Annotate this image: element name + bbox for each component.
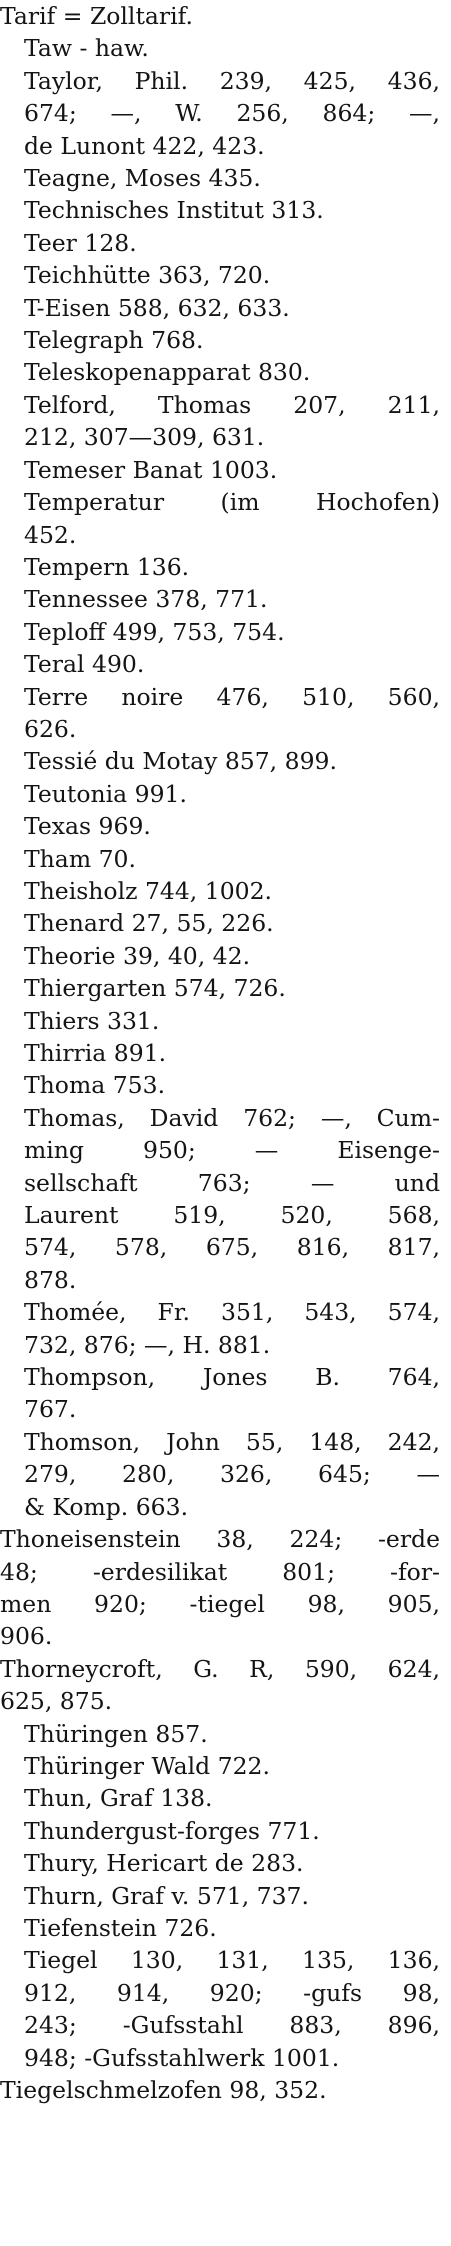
index-entry bbox=[0, 1653, 440, 1718]
index-entry bbox=[0, 583, 440, 615]
index-entry bbox=[0, 810, 440, 842]
entry-headline: Tiegelschmelzofen 98, 352. bbox=[0, 2076, 327, 2104]
index-entry bbox=[0, 1102, 440, 1296]
entry-continuation: 279, 280, 326, 645; — bbox=[24, 1460, 440, 1489]
entry-headline: T-Eisen 588, 632, 633. bbox=[24, 293, 290, 322]
entry-headline: Thenard 27, 55, 226. bbox=[24, 909, 274, 938]
entry-continuation: 948; -Gufsstahlwerk 1001. bbox=[24, 2043, 340, 2072]
entry-headline: Tessié du Motay 857, 899. bbox=[24, 747, 337, 776]
index-entry bbox=[0, 972, 440, 1004]
index-entry bbox=[0, 1426, 440, 1523]
entry-headline: Thorneycroft, G. R, 590, 624, bbox=[0, 1654, 440, 1683]
entry-headline: Thüringer Wald 722. bbox=[24, 1751, 270, 1780]
entry-continuation: 732, 876; —, H. 881. bbox=[24, 1330, 271, 1359]
entry-continuation: 452. bbox=[24, 520, 77, 549]
entry-continuation: ming 950; — Eisenge- bbox=[24, 1136, 440, 1165]
index-entry bbox=[0, 1296, 440, 1361]
index-entry bbox=[0, 356, 440, 388]
index-entry bbox=[0, 162, 440, 194]
entry-headline: Thundergust-forges 771. bbox=[24, 1816, 320, 1845]
index-entry bbox=[0, 324, 440, 356]
index-entry bbox=[0, 1815, 440, 1847]
index-entry bbox=[0, 648, 440, 680]
entry-headline: Thury, Hericart de 283. bbox=[24, 1849, 304, 1878]
entry-headline: Teagne, Moses 435. bbox=[24, 164, 261, 193]
index-entry bbox=[0, 194, 440, 226]
entry-continuation: 625, 875. bbox=[0, 1687, 113, 1716]
entry-headline: Tempern 136. bbox=[24, 552, 190, 581]
entry-headline: Telegraph 768. bbox=[24, 326, 204, 355]
entry-continuation: 48; -erdesilikat 801; -for- bbox=[0, 1557, 440, 1586]
index-entry bbox=[0, 1944, 440, 2074]
entry-headline: Thüringen 857. bbox=[24, 1719, 208, 1748]
index-entry bbox=[0, 1782, 440, 1814]
index-entry bbox=[0, 32, 440, 64]
entry-headline: Taw - haw. bbox=[24, 34, 149, 63]
index-entry bbox=[0, 1847, 440, 1879]
index-entry bbox=[0, 745, 440, 777]
entry-headline: Thiers 331. bbox=[24, 1006, 160, 1035]
index-entry bbox=[0, 681, 440, 746]
entry-headline: Teleskopenapparat 830. bbox=[24, 358, 311, 387]
entry-headline: Thoneisenstein 38, 224; -erde bbox=[0, 1525, 440, 1554]
index-entry bbox=[0, 551, 440, 583]
entry-headline: Teichhütte 363, 720. bbox=[24, 261, 271, 290]
entry-headline: Telford, Thomas 207, 211, bbox=[24, 390, 440, 419]
entry-continuation: 906. bbox=[0, 1622, 53, 1651]
entry-headline: Temeser Banat 1003. bbox=[24, 455, 278, 484]
entry-continuation: sellschaft 763; — und bbox=[24, 1168, 440, 1197]
entry-continuation: & Komp. 663. bbox=[24, 1492, 189, 1521]
entry-headline: Theorie 39, 40, 42. bbox=[24, 941, 251, 970]
entry-headline: Tennessee 378, 771. bbox=[24, 585, 268, 614]
entry-headline: Thun, Graf 138. bbox=[24, 1784, 213, 1813]
index-entry bbox=[0, 1037, 440, 1069]
entry-continuation: 767. bbox=[24, 1395, 77, 1424]
entry-headline: Teutonia 991. bbox=[24, 779, 187, 808]
index-entry bbox=[0, 778, 440, 810]
entry-headline: Thurn, Graf v. 571, 737. bbox=[24, 1881, 309, 1910]
index-entry bbox=[0, 1718, 440, 1750]
entry-headline: Thoma 753. bbox=[24, 1071, 166, 1100]
entry-continuation: 878. bbox=[24, 1265, 77, 1294]
entry-continuation: 212, 307—309, 631. bbox=[24, 423, 265, 452]
entry-headline: Thirria 891. bbox=[24, 1039, 167, 1067]
index-entry bbox=[0, 616, 440, 648]
index-entry bbox=[0, 940, 440, 972]
entry-continuation: 674; —, W. 256, 864; —, bbox=[24, 99, 440, 128]
entry-headline: Terre noire 476, 510, 560, bbox=[24, 682, 440, 711]
index-entry bbox=[0, 1005, 440, 1037]
index-entry bbox=[0, 1523, 440, 1653]
index-entry bbox=[0, 1912, 440, 1944]
entry-headline: Teer 128. bbox=[24, 228, 137, 257]
index-entry bbox=[0, 1361, 440, 1426]
entry-continuation: 574, 578, 675, 816, 817, bbox=[24, 1233, 440, 1262]
index-entry bbox=[0, 259, 440, 291]
index-entry bbox=[0, 227, 440, 259]
index-entry bbox=[0, 486, 440, 551]
entry-continuation: men 920; -tiegel 98, 905, bbox=[0, 1589, 440, 1618]
entry-continuation: 912, 914, 920; -gufs 98, bbox=[24, 1978, 440, 2007]
entry-continuation: de Lunont 422, 423. bbox=[24, 131, 265, 160]
entry-headline: Teploff 499, 753, 754. bbox=[24, 617, 285, 646]
index-entry bbox=[0, 65, 440, 162]
entry-headline: Taylor, Phil. 239, 425, 436, bbox=[24, 66, 440, 95]
entry-headline: Thiergarten 574, 726. bbox=[24, 974, 286, 1003]
entry-continuation: Laurent 519, 520, 568, bbox=[24, 1201, 440, 1230]
entry-headline: Texas 969. bbox=[24, 812, 151, 841]
entry-headline: Thompson, Jones B. 764, bbox=[24, 1363, 440, 1392]
entry-headline: Theisholz 744, 1002. bbox=[24, 876, 273, 905]
entry-headline: Temperatur (im Hochofen) bbox=[24, 488, 440, 517]
entry-headline: Thomée, Fr. 351, 543, 574, bbox=[24, 1298, 440, 1327]
index-entry bbox=[0, 0, 440, 32]
entry-headline: Thomson, John 55, 148, 242, bbox=[24, 1427, 440, 1456]
entry-headline: Tarif = Zolltarif. bbox=[0, 2, 193, 30]
index-entry bbox=[0, 1880, 440, 1912]
index-entry bbox=[0, 292, 440, 324]
entry-headline: Thomas, David 762; —, Cum- bbox=[24, 1103, 440, 1132]
entry-headline: Tiefenstein 726. bbox=[24, 1913, 217, 1942]
index-entry bbox=[0, 907, 440, 939]
index-entry bbox=[0, 454, 440, 486]
entry-headline: Technisches Institut 313. bbox=[24, 196, 324, 225]
entry-headline: Tham 70. bbox=[24, 844, 136, 873]
entry-continuation: 243; -Gufsstahl 883, 896, bbox=[24, 2011, 440, 2040]
entry-headline: Teral 490. bbox=[24, 650, 145, 679]
index-entry bbox=[0, 389, 440, 454]
entry-continuation: 626. bbox=[24, 714, 77, 743]
index-entry bbox=[0, 2074, 440, 2106]
index-entry bbox=[0, 1069, 440, 1101]
index-entry bbox=[0, 875, 440, 907]
index-entry bbox=[0, 1750, 440, 1782]
index-entry bbox=[0, 843, 440, 875]
entry-headline: Tiegel 130, 131, 135, 136, bbox=[24, 1946, 440, 1975]
